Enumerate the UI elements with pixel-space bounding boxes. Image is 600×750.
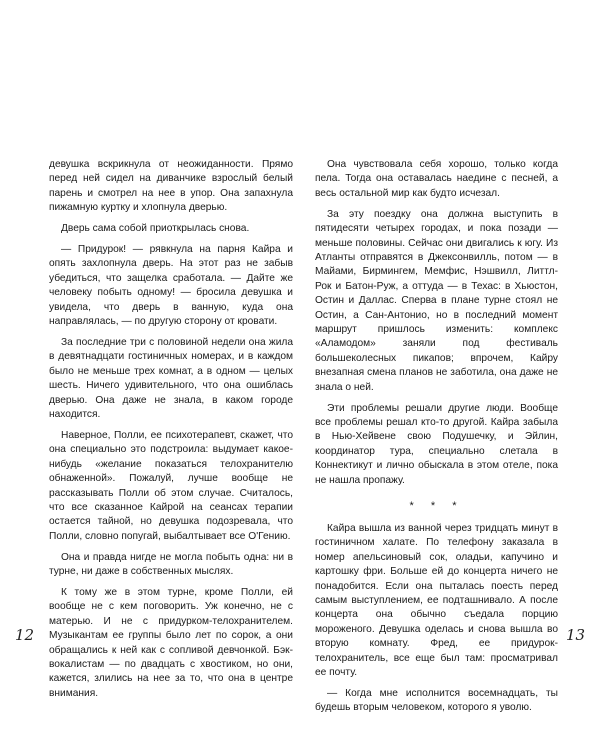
paragraph: К тому же в этом турне, кроме Полли, ей вообще не с кем поговорить. Уж конечно, не с матерью. И не с придурком-телохранителем. Музыкантам ее группы было лет по сорок, а они обращались к ней как с сопливой девчонкой. Бэк-вокалистам — по двадцать с хвостиком, но они, кажется, злились на нее за то, что она в центре внимания.	[49, 586, 293, 699]
paragraph: За последние три с половиной недели она жила в девятнадцати гостиничных номерах, и в каждом было не меньше трех комнат, а в одном — целых шесть. Ничего удивительного, что она ошиблась дверью. Она даже не знала, в каком городе находится.	[49, 336, 293, 420]
section-separator: * * *	[409, 499, 464, 512]
paragraph: Дверь сама собой приоткрылась снова.	[61, 223, 250, 235]
paragraph: Она чувствовала себя хорошо, только когда пела. Тогда она оставалась наедине с песней, а весь остальной мир как будто исчезал.	[315, 159, 558, 199]
paragraph: — Придурок! — рявкнула на парня Кайра и опять захлопнула дверь. На этот раз не забыв убедиться, что защелка сработала. — Дайте же человеку побыть одному! — бросила девушка и увидела, что дверь в ванную, куда она направлялась, — по другую сторону от кровати.	[49, 244, 293, 328]
paragraph: девушка вскрикнула от неожиданности. Прямо перед ней сидел на диванчике взрослый белый парень и смотрел на нее в упор. Она запахнула пижамную куртку и хлопнула дверью.	[49, 159, 293, 214]
page-number-right: 13	[566, 626, 586, 644]
paragraph: Кайра вышла из ванной через тридцать минут в гостиничном халате. По телефону заказала в номер апельсиновый сок, оладьи, капучино и картошку фри. Больше ей до концерта ничего не понадобится. Если она пыталась поесть перед самым выступлением, ее подташнивало. А после концерта она обычно съедала порцию мороженого. Девушка оделась и снова вышла во вторую комнату. Фред, ее придурок-телохранитель, все еще был там: просматривал ее почту.	[315, 522, 558, 678]
paragraph: За эту поездку она должна выступить в пятидесяти четырех городах, и пока позади — меньше половины. Сейчас они двигались к югу. Из Атланты отправятся в Джексонвилль, потом — в Майами, Бирмингем, Мемфис, Нэшвилл, Литтл-Рок и Батон-Руж, а оттуда — в Техас: в Хьюстон, Остин и Даллас. Сперва в плане турне стоял не Остин, а Сан-Антонио, но в последний момент маршрут пришлось изменить: комплекс «Аламодом» заняли под фестиваль большеколесных пикапов; впрочем, Кайру внезапная смена планов не заботила, она даже не знала о ней.	[315, 208, 558, 393]
paragraph: Наверное, Полли, ее психотерапевт, скажет, что она специально это подстроила: выдумает какое-нибудь «желание показаться телохранителю обнаженной». Пожалуй, лучше вообще не рассказывать Полли об этом случае. Считалось, что все сказанное Кайрой на сеансах терапии остается тайной, но девушка подозревала, что Полли, словно попугай, выбалтывает все О'Гению.	[49, 429, 293, 542]
page-number-left: 12	[15, 626, 35, 644]
paragraph: — Когда мне исполнится восемнадцать, ты будешь вторым человеком, которого я уволю.	[315, 687, 558, 714]
left-page	[49, 158, 293, 708]
paragraph: Эти проблемы решали другие люди. Вообще все проблемы решал кто-то другой. Кайра забыла в Нью-Хейвене свою Подушечку, и Эйлин, координатор тура, специально слетала в Коннектикут и лично обыскала в этом отеле, пока не нашла пропажу.	[315, 402, 558, 486]
paragraph: Она и правда нигде не могла побыть одна: ни в турне, ни даже в собственных мыслях.	[49, 551, 293, 578]
right-page	[315, 158, 558, 722]
